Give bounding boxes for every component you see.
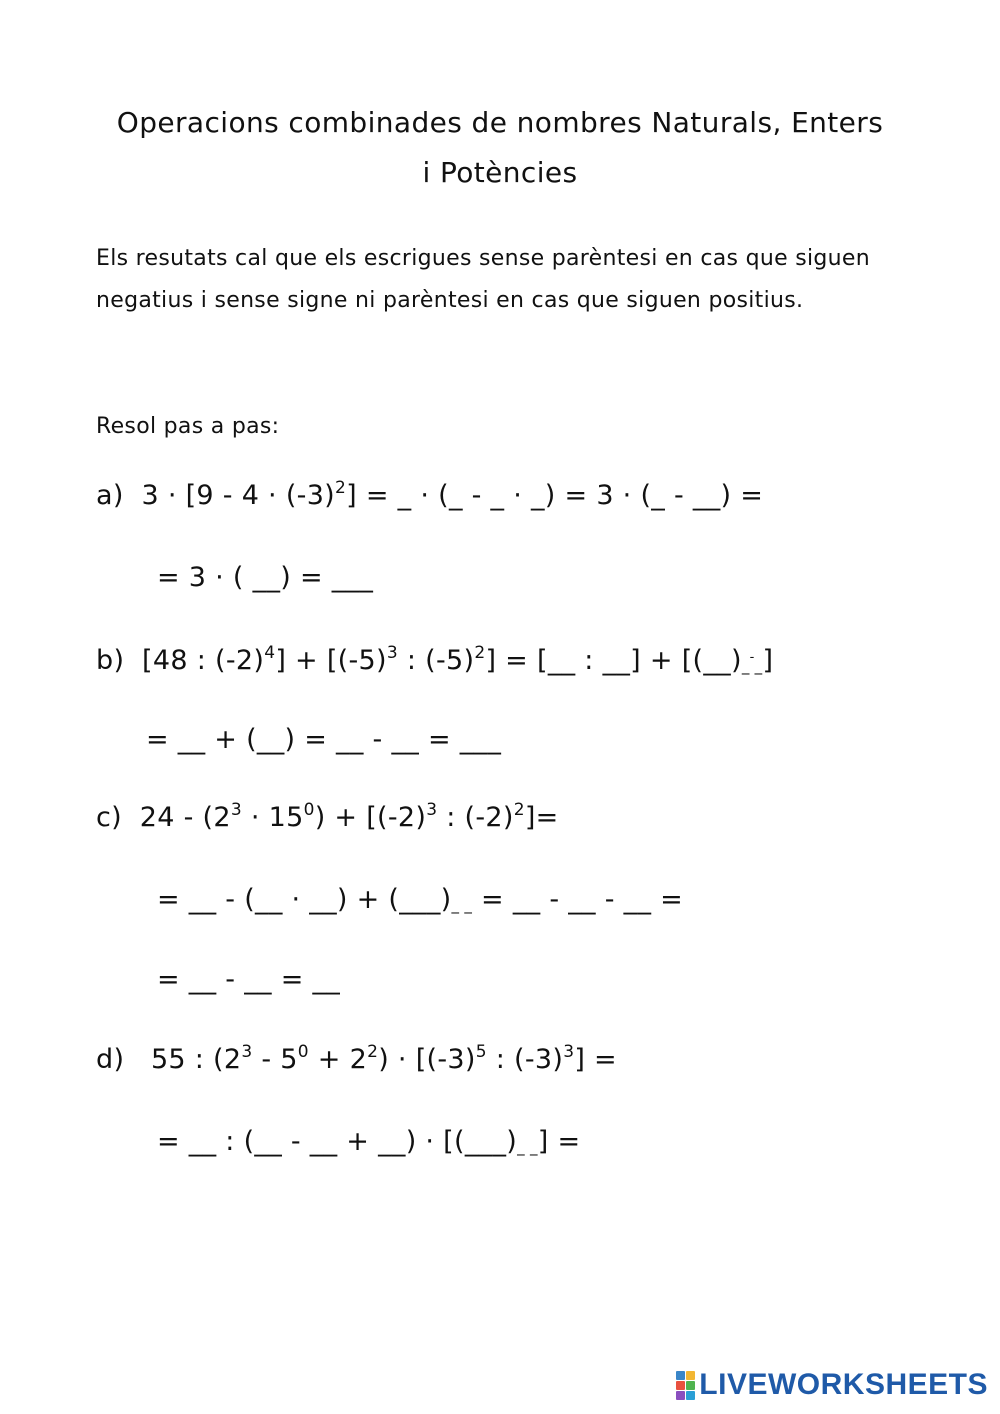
liveworksheets-logo-icon (676, 1371, 695, 1400)
logo-text: LIVEWORKSHEETS (699, 1368, 988, 1401)
exercise-c-line-1: c) $24 - (2^3 \cdot 15^0) + [(-2)^3$ : $(-2)^2]=$ (96, 800, 559, 833)
exercise-a-line-2: = 3 · ( __) = ___ (157, 562, 374, 593)
liveworksheets-logo (676, 1368, 988, 1402)
exercise-d-line-2: = __ : (__ - __ + __) · [(___)_ _] = (157, 1126, 581, 1157)
instructions-text: Els resutats cal que els escrigues sense parèntesi en cas que siguen negatius i sense signe ni parèntesi en cas que siguen positius. (96, 246, 870, 313)
exercise-d-line-1: d) 55 : $(2^3 - 5^0 + 2^2) \cdot [(-3)^5$ : $(-3)^3$] = (96, 1042, 617, 1075)
exercise-label: b) (96, 645, 125, 676)
solve-prompt: Resol pas a pas: (96, 414, 280, 439)
title-line-2: i Potències (422, 156, 578, 189)
exercise-label: d) (96, 1044, 125, 1075)
exercise-label: a) (96, 480, 124, 511)
worksheet-title (60, 98, 940, 198)
exercise-b-line-2: = __ + (__) = __ - __ = ___ (146, 724, 502, 755)
exercise-a-line-1: a) $3 \cdot [9 - 4 \cdot (-3)^2]$ = _ · (_ - _ · _) = 3 · (_ - __) = (96, 478, 764, 511)
exercise-c-line-2: = __ - (__ · __) + (___)_ _ = __ - __ - __ = (157, 884, 684, 915)
exercise-c-line-3: = __ - __ = __ (157, 964, 341, 995)
exercise-label: c) (96, 802, 122, 833)
exercise-b-line-1: b) [48 : $(-2)^4] + [(-5)^3$ : $(-5)^2$] = [__ : __] + [(__)_-_] (96, 643, 774, 676)
title-line-1: Operacions combinades de nombres Naturals, Enters (116, 106, 884, 139)
